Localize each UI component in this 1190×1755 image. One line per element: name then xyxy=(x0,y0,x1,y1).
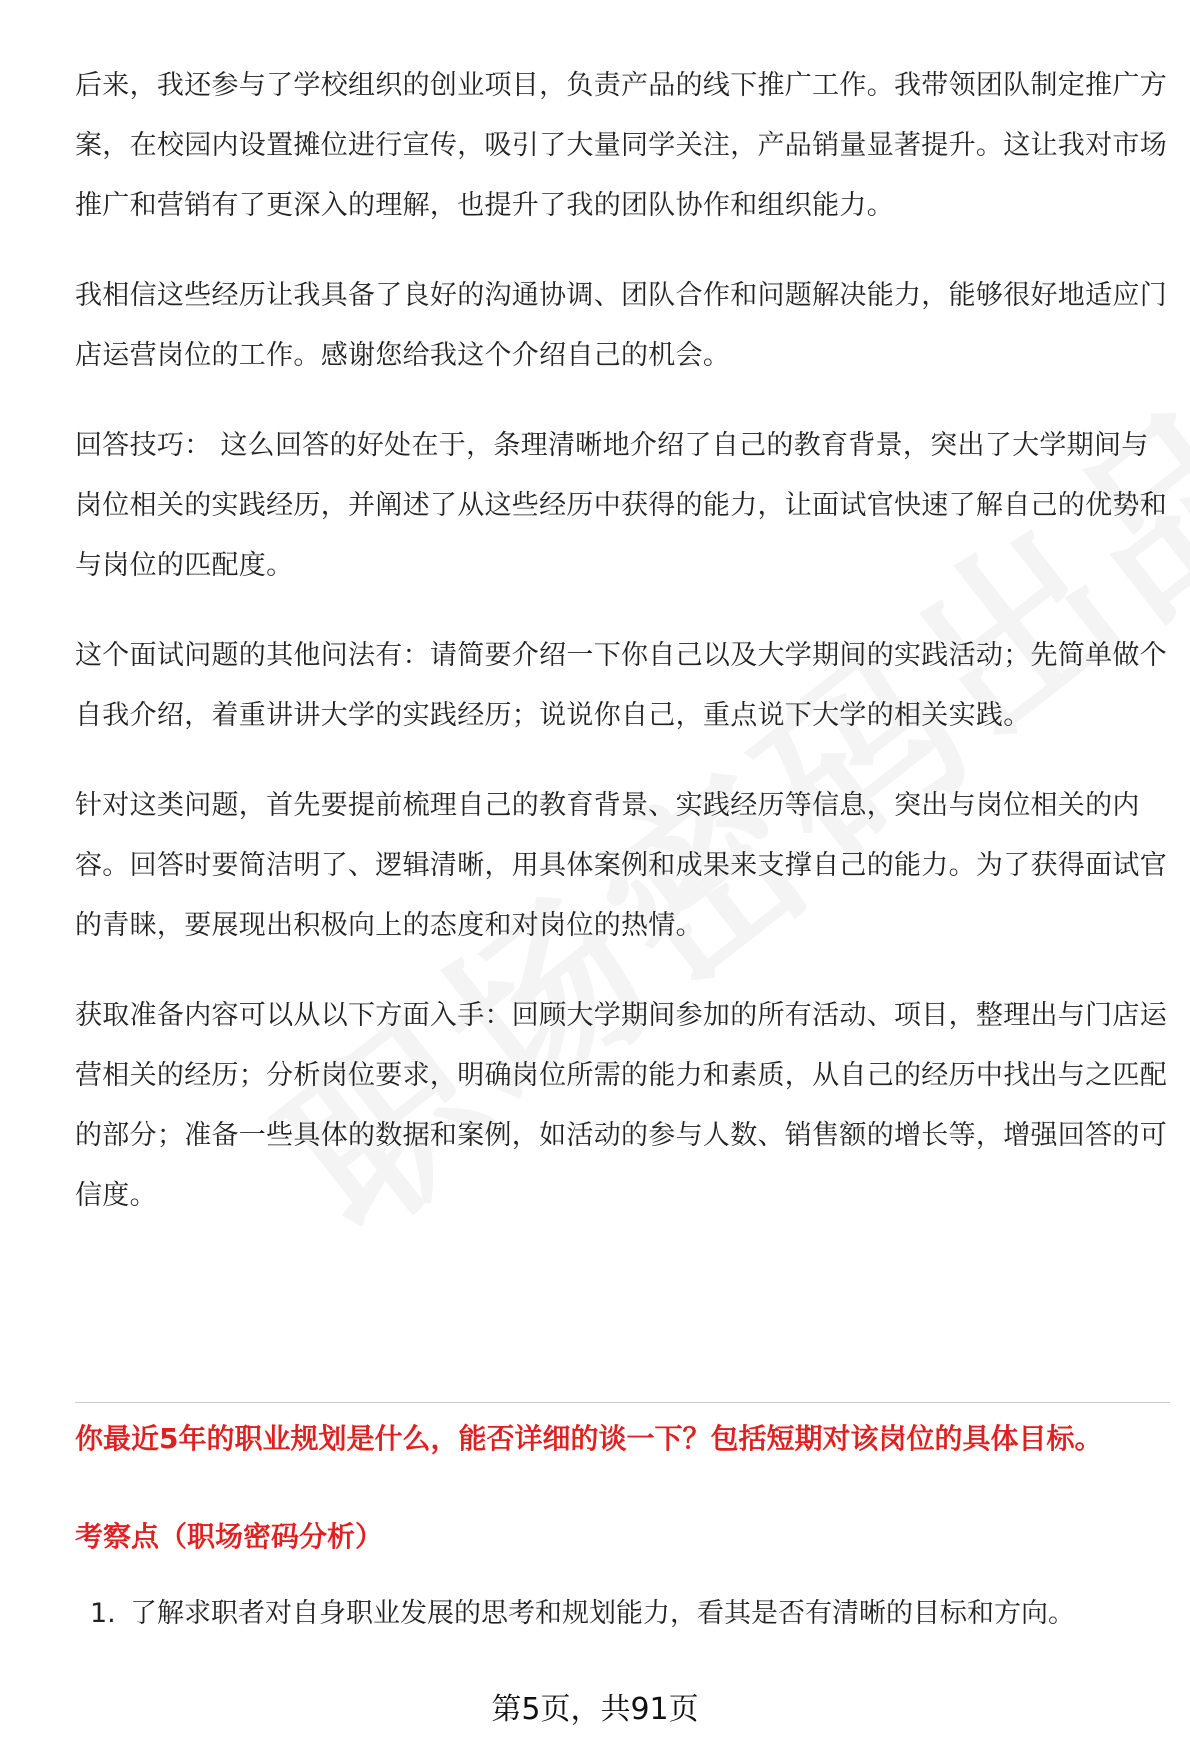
paragraph-approach: 针对这类问题，首先要提前梳理自己的教育背景、实践经历等信息，突出与岗位相关的内容。回答时要简洁明了、逻辑清晰，用具体案例和成果来支撑自己的能力。为了获得面试官的青睐，要展现出积极向上的态度和对岗位的热情。 xyxy=(75,790,1167,941)
paragraph-answer-tips: 回答技巧： 这么回答的好处在于，条理清晰地介绍了自己的教育背景，突出了大学期间与岗位相关的实践经历，并阐述了从这些经历中获得的能力，让面试官快速了解自己的优势和与岗位的匹配度。 xyxy=(75,430,1167,581)
document-body xyxy=(75,56,1170,1256)
paragraph-startup-project: 后来，我还参与了学校组织的创业项目，负责产品的线下推广工作。我带领团队制定推广方案，在校园内设置摊位进行宣传，吸引了大量同学关注，产品销量显著提升。这让我对市场推广和营销有了更深入的理解，也提升了我的团队协作和组织能力。 xyxy=(75,70,1167,221)
question-heading: 你最近5年的职业规划是什么，能否详细的谈一下？包括短期对该岗位的具体目标。 xyxy=(75,1422,1103,1455)
list-item xyxy=(90,1584,1150,1644)
list-number: 1. xyxy=(90,1598,116,1629)
paragraph-conclusion: 我相信这些经历让我具备了良好的沟通协调、团队合作和问题解决能力，能够很好地适应门店运营岗位的工作。感谢您给我这个介绍自己的机会。 xyxy=(75,280,1167,371)
page-number: 第5页，共91页 xyxy=(491,1692,699,1727)
section-divider xyxy=(75,1402,1170,1403)
paragraph-alternate-phrasings: 这个面试问题的其他问法有：请简要介绍一下你自己以及大学期间的实践活动；先简单做个自我介绍，着重讲讲大学的实践经历；说说你自己，重点说下大学的相关实践。 xyxy=(75,640,1167,731)
list-text: 了解求职者对自身职业发展的思考和规划能力，看其是否有清晰的目标和方向。 xyxy=(130,1598,1075,1629)
section-label: 考察点（职场密码分析） xyxy=(75,1520,384,1553)
assessment-points-list xyxy=(90,1584,1150,1644)
paragraph-preparation: 获取准备内容可以从以下方面入手：回顾大学期间参加的所有活动、项目，整理出与门店运营相关的经历；分析岗位要求，明确岗位所需的能力和素质，从自己的经历中找出与之匹配的部分；准备一些具体的数据和案例，如活动的参与人数、销售额的增长等，增强回答的可信度。 xyxy=(75,1000,1167,1211)
